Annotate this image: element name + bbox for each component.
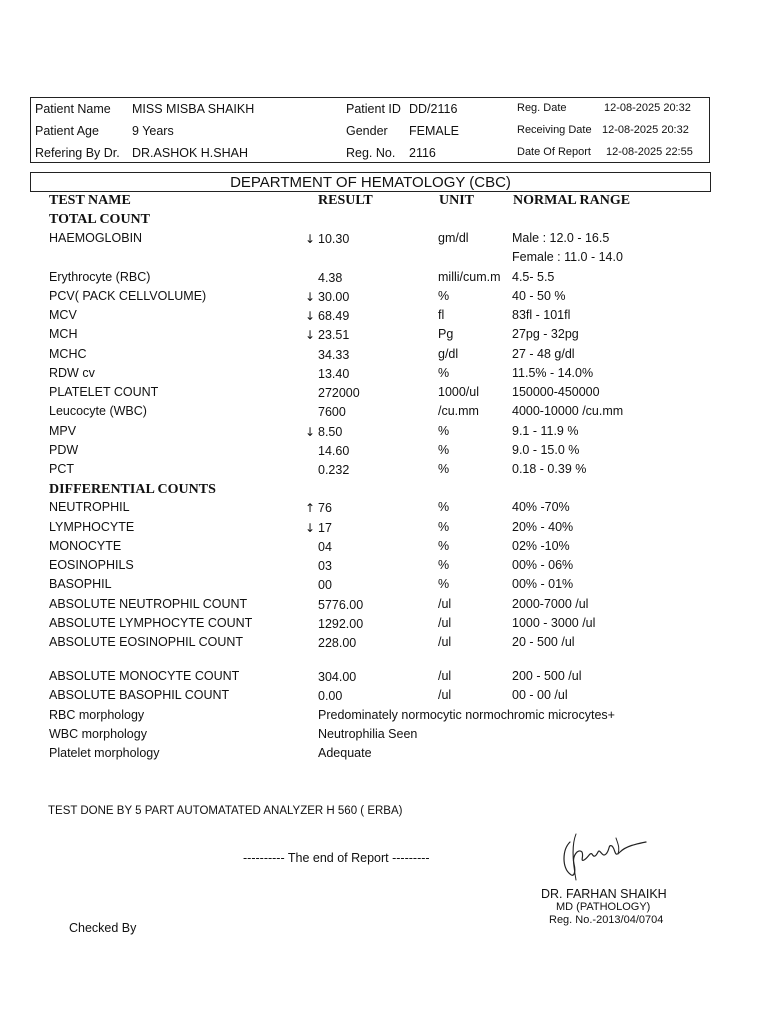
test-result: 17: [318, 521, 332, 535]
test-result: 23.51: [318, 328, 350, 342]
report-date-label: Date Of Report: [517, 146, 591, 158]
morphology-value: Neutrophilia Seen: [318, 727, 418, 741]
test-result: 4.38: [318, 271, 343, 285]
test-result: 7600: [318, 405, 346, 419]
test-normal-range: 00% - 01%: [512, 577, 574, 591]
test-normal-range: 20 - 500 /ul: [512, 635, 575, 649]
test-name: Leucocyte (WBC): [49, 404, 147, 418]
test-result: 03: [318, 559, 332, 573]
test-normal-range: 1000 - 3000 /ul: [512, 616, 596, 630]
doctor-reg-no: Reg. No.-2013/04/0704: [549, 914, 664, 926]
patient-id-label: Patient ID: [346, 102, 401, 116]
column-result: RESULT: [318, 193, 373, 208]
patient-age-label: Patient Age: [35, 124, 99, 138]
test-result: 0.00: [318, 689, 343, 703]
morphology-label: WBC morphology: [49, 727, 147, 741]
test-name: PCT: [49, 462, 74, 476]
test-result: 13.40: [318, 367, 350, 381]
column-normal-range: NORMAL RANGE: [513, 193, 631, 208]
test-normal-range: Male : 12.0 - 16.5: [512, 231, 610, 245]
doctor-name: DR. FARHAN SHAIKH: [541, 887, 667, 901]
test-unit: /ul: [438, 635, 452, 649]
column-test-name: TEST NAME: [49, 193, 131, 208]
test-result: 04: [318, 540, 332, 554]
receiving-date: 12-08-2025 20:32: [602, 124, 689, 136]
test-normal-range: 150000-450000: [512, 385, 600, 399]
test-normal-range: 83fl - 101fl: [512, 308, 571, 322]
section-differential-counts: DIFFERENTIAL COUNTS: [49, 482, 216, 497]
low-flag-icon: ↓: [305, 309, 316, 323]
section-total-count: TOTAL COUNT: [49, 212, 151, 227]
patient-id: DD/2116: [409, 102, 458, 116]
column-unit: UNIT: [439, 193, 475, 208]
test-unit: Pg: [438, 327, 454, 341]
test-unit: /ul: [438, 688, 452, 702]
test-normal-range: 40% -70%: [512, 500, 570, 514]
test-unit: /ul: [438, 597, 452, 611]
doctor-degree: MD (PATHOLOGY): [556, 901, 651, 913]
test-name: MPV: [49, 424, 77, 438]
test-result: 304.00: [318, 670, 357, 684]
test-unit: /ul: [438, 616, 452, 630]
patient-name: MISS MISBA SHAIKH: [132, 102, 255, 116]
test-result: 228.00: [318, 636, 357, 650]
test-result: 68.49: [318, 309, 350, 323]
morphology-label: RBC morphology: [49, 708, 145, 722]
checked-by: Checked By: [69, 921, 137, 935]
test-name: ABSOLUTE LYMPHOCYTE COUNT: [49, 616, 253, 630]
test-unit: g/dl: [438, 347, 459, 361]
test-result: 1292.00: [318, 617, 364, 631]
test-name: ABSOLUTE BASOPHIL COUNT: [49, 688, 230, 702]
end-of-report: ---------- The end of Report ---------: [243, 851, 430, 865]
test-unit: %: [438, 366, 450, 380]
test-normal-range: 9.0 - 15.0 %: [512, 443, 580, 457]
test-unit: gm/dl: [438, 231, 469, 245]
test-result: 10.30: [318, 232, 350, 246]
morphology-value: Predominately normocytic normochromic microcytes+: [318, 708, 615, 722]
test-normal-range: 27pg - 32pg: [512, 327, 579, 341]
reg-date-label: Reg. Date: [517, 102, 567, 114]
morphology-label: Platelet morphology: [49, 746, 160, 760]
report-date: 12-08-2025 22:55: [606, 146, 693, 158]
test-normal-range: 4000-10000 /cu.mm: [512, 404, 624, 418]
test-unit: %: [438, 558, 450, 572]
gender-label: Gender: [346, 124, 388, 138]
test-normal-range: 40 - 50 %: [512, 289, 566, 303]
low-flag-icon: ↓: [305, 232, 316, 246]
test-name: RDW cv: [49, 366, 95, 380]
test-name: PLATELET COUNT: [49, 385, 159, 399]
test-normal-range: 20% - 40%: [512, 520, 574, 534]
test-result: 8.50: [318, 425, 343, 439]
test-name: PCV( PACK CELLVOLUME): [49, 289, 207, 303]
receiving-date-label: Receiving Date: [517, 124, 592, 136]
morphology-value: Adequate: [318, 746, 372, 760]
test-unit: %: [438, 443, 450, 457]
reg-no: 2116: [409, 146, 436, 160]
department-title: DEPARTMENT OF HEMATOLOGY (CBC): [30, 172, 711, 192]
doctor-signature: [556, 828, 652, 884]
gender: FEMALE: [409, 124, 460, 138]
test-unit: %: [438, 520, 450, 534]
test-result: 76: [318, 501, 332, 515]
test-normal-range: 2000-7000 /ul: [512, 597, 589, 611]
test-result: 14.60: [318, 444, 350, 458]
high-flag-icon: ↑: [305, 501, 316, 515]
test-result: 30.00: [318, 290, 350, 304]
test-name: PDW: [49, 443, 79, 457]
patient-age: 9 Years: [132, 124, 174, 138]
test-normal-range: 4.5- 5.5: [512, 270, 555, 284]
reg-no-label: Reg. No.: [346, 146, 396, 160]
test-name: ABSOLUTE NEUTROPHIL COUNT: [49, 597, 248, 611]
test-normal-range: 9.1 - 11.9 %: [512, 424, 579, 438]
test-unit: /ul: [438, 669, 452, 683]
test-unit: 1000/ul: [438, 385, 480, 399]
patient-name-label: Patient Name: [35, 102, 111, 116]
test-unit: milli/cum.m: [438, 270, 501, 284]
test-normal-range: 200 - 500 /ul: [512, 669, 582, 683]
test-result: 272000: [318, 386, 360, 400]
test-result: 0.232: [318, 463, 350, 477]
referring-doctor-label: Refering By Dr.: [35, 146, 120, 160]
low-flag-icon: ↓: [305, 328, 316, 342]
test-unit: fl: [438, 308, 445, 322]
test-unit: %: [438, 500, 450, 514]
test-normal-range: 00% - 06%: [512, 558, 574, 572]
test-unit: %: [438, 424, 450, 438]
test-name: ABSOLUTE MONOCYTE COUNT: [49, 669, 240, 683]
test-normal-range: 27 - 48 g/dl: [512, 347, 575, 361]
test-unit: %: [438, 577, 450, 591]
low-flag-icon: ↓: [305, 521, 316, 535]
test-result: 00: [318, 578, 332, 592]
test-name: HAEMOGLOBIN: [49, 231, 143, 245]
referring-doctor: DR.ASHOK H.SHAH: [132, 146, 248, 160]
test-normal-range: 00 - 00 /ul: [512, 688, 568, 702]
analyzer-note: TEST DONE BY 5 PART AUTOMATATED ANALYZER H 560 ( ERBA): [48, 805, 403, 817]
test-normal-range-female: Female : 11.0 - 14.0: [512, 250, 623, 264]
low-flag-icon: ↓: [305, 425, 316, 439]
test-name: NEUTROPHIL: [49, 500, 130, 514]
test-unit: %: [438, 289, 450, 303]
test-name: ABSOLUTE EOSINOPHIL COUNT: [49, 635, 244, 649]
test-normal-range: 11.5% - 14.0%: [512, 366, 594, 380]
low-flag-icon: ↓: [305, 290, 316, 304]
test-name: MCV: [49, 308, 77, 322]
test-unit: /cu.mm: [438, 404, 479, 418]
test-name: MONOCYTE: [49, 539, 122, 553]
test-name: MCHC: [49, 347, 87, 361]
test-unit: %: [438, 539, 450, 553]
reg-date: 12-08-2025 20:32: [604, 102, 691, 114]
test-name: MCH: [49, 327, 78, 341]
test-name: EOSINOPHILS: [49, 558, 134, 572]
test-normal-range: 0.18 - 0.39 %: [512, 462, 587, 476]
test-name: Erythrocyte (RBC): [49, 270, 151, 284]
test-normal-range: 02% -10%: [512, 539, 570, 553]
test-name: BASOPHIL: [49, 577, 112, 591]
test-result: 34.33: [318, 348, 350, 362]
test-result: 5776.00: [318, 598, 364, 612]
test-name: LYMPHOCYTE: [49, 520, 135, 534]
test-unit: %: [438, 462, 450, 476]
